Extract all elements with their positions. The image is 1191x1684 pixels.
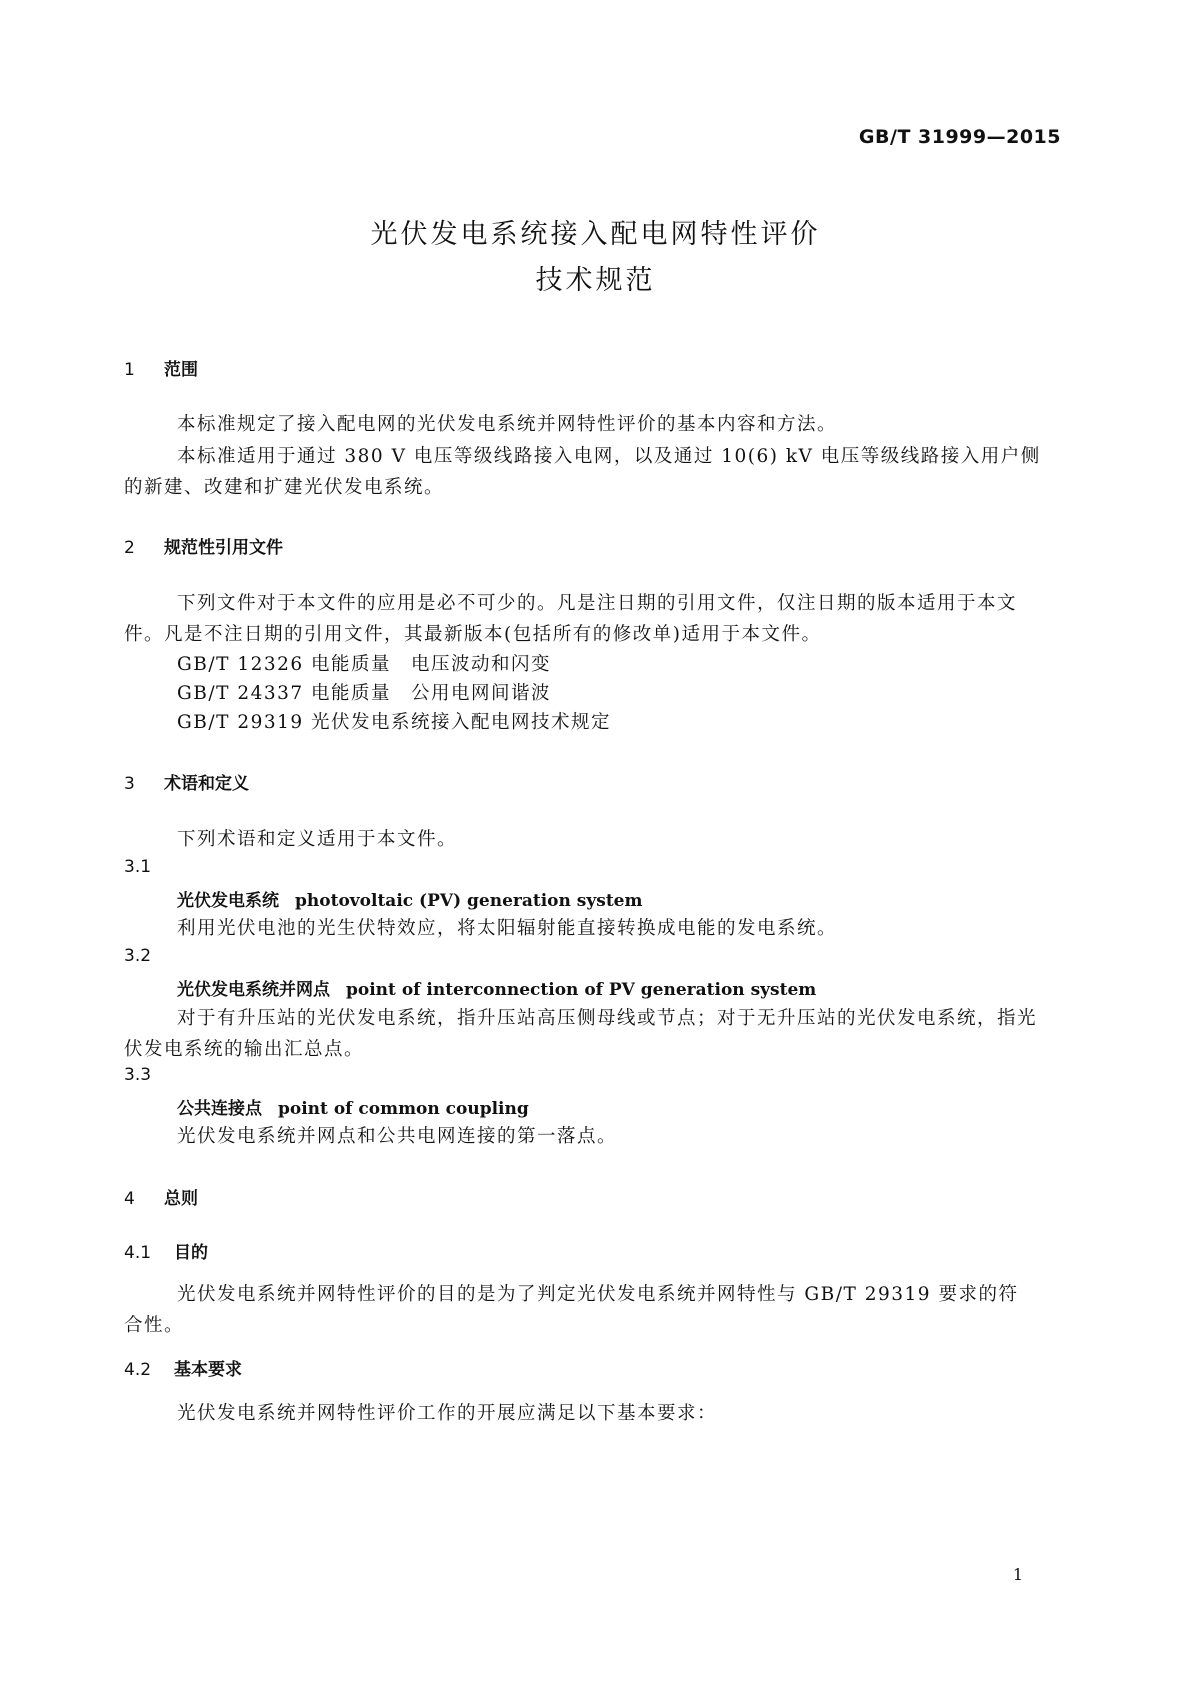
term-definition: 利用光伏电池的光生伏特效应，将太阳辐射能直接转换成电能的发电系统。 bbox=[177, 918, 838, 939]
reference-code: GB/T 29319 bbox=[177, 712, 304, 733]
subsection-4-1-heading bbox=[124, 1238, 208, 1263]
section-number: 2 bbox=[124, 538, 135, 558]
reference-code: GB/T 24337 bbox=[177, 683, 304, 704]
reference-title: 电能质量 公用电网间谐波 bbox=[311, 683, 552, 704]
subsection-4-2-paragraph: 光伏发电系统并网特性评价工作的开展应满足以下基本要求： bbox=[177, 1403, 718, 1424]
document-title: 光伏发电系统接入配电网特性评价 bbox=[370, 219, 821, 250]
section-number: 4 bbox=[124, 1189, 135, 1209]
term-zh: 光伏发电系统 bbox=[177, 891, 279, 911]
subsection-4-1-paragraph: 光伏发电系统并网特性评价的目的是为了判定光伏发电系统并网特性与 GB/T 29319 要求的符 bbox=[177, 1284, 1019, 1305]
term-number: 3.3 bbox=[124, 1065, 152, 1085]
section-2-paragraph: 下列文件对于本文件的应用是必不可少的。凡是注日期的引用文件，仅注日期的版本适用于本文 bbox=[177, 593, 1018, 614]
standard-number: GB/T 31999—2015 bbox=[858, 126, 1061, 148]
reference-item bbox=[177, 679, 551, 705]
term-en: point of interconnection of PV generation system bbox=[346, 980, 817, 1000]
reference-title: 光伏发电系统接入配电网技术规定 bbox=[311, 712, 612, 733]
section-title: 总则 bbox=[164, 1189, 198, 1209]
section-1-heading bbox=[124, 355, 198, 380]
subsection-number: 4.1 bbox=[124, 1243, 152, 1263]
subsection-number: 4.2 bbox=[124, 1360, 152, 1380]
section-1-paragraph-1: 本标准规定了接入配电网的光伏发电系统并网特性评价的基本内容和方法。 bbox=[177, 414, 838, 435]
page-number: 1 bbox=[1012, 1565, 1023, 1584]
term-number: 3.1 bbox=[124, 857, 152, 877]
subsection-4-2-heading bbox=[124, 1355, 242, 1380]
section-4-heading bbox=[124, 1184, 198, 1209]
term-definition: 光伏发电系统并网点和公共电网连接的第一落点。 bbox=[177, 1126, 618, 1147]
section-number: 3 bbox=[124, 774, 135, 794]
reference-code: GB/T 12326 bbox=[177, 654, 304, 675]
reference-title: 电能质量 电压波动和闪变 bbox=[311, 654, 552, 675]
term-heading bbox=[177, 886, 642, 911]
section-1-paragraph-2-cont: 的新建、改建和扩建光伏发电系统。 bbox=[124, 477, 445, 498]
section-title: 范围 bbox=[164, 360, 198, 380]
section-2-paragraph-cont: 件。凡是不注日期的引用文件，其最新版本(包括所有的修改单)适用于本文件。 bbox=[124, 624, 822, 645]
section-title: 规范性引用文件 bbox=[164, 538, 283, 558]
reference-item bbox=[177, 708, 611, 734]
term-zh: 光伏发电系统并网点 bbox=[177, 980, 330, 1000]
section-title: 术语和定义 bbox=[164, 774, 249, 794]
subsection-4-1-paragraph-cont: 合性。 bbox=[124, 1315, 185, 1336]
term-heading bbox=[177, 1094, 529, 1119]
section-number: 1 bbox=[124, 360, 135, 380]
term-en: point of common coupling bbox=[278, 1099, 529, 1119]
term-definition: 对于有升压站的光伏发电系统，指升压站高压侧母线或节点；对于无升压站的光伏发电系统，指光 bbox=[177, 1008, 1038, 1029]
term-definition-cont: 伏发电系统的输出汇总点。 bbox=[124, 1039, 365, 1060]
document-subtitle: 技术规范 bbox=[535, 265, 656, 296]
section-1-paragraph-2: 本标准适用于通过 380 V 电压等级线路接入电网，以及通过 10(6) kV 电压等级线路接入用户侧 bbox=[177, 446, 1041, 467]
subsection-title: 基本要求 bbox=[174, 1360, 242, 1380]
section-3-heading bbox=[124, 769, 249, 794]
section-3-intro: 下列术语和定义适用于本文件。 bbox=[177, 829, 458, 850]
section-2-heading bbox=[124, 533, 283, 558]
term-zh: 公共连接点 bbox=[177, 1099, 262, 1119]
term-heading bbox=[177, 975, 816, 1000]
subsection-title: 目的 bbox=[174, 1243, 208, 1263]
term-en: photovoltaic (PV) generation system bbox=[295, 891, 643, 911]
reference-item bbox=[177, 650, 551, 676]
term-number: 3.2 bbox=[124, 946, 152, 966]
